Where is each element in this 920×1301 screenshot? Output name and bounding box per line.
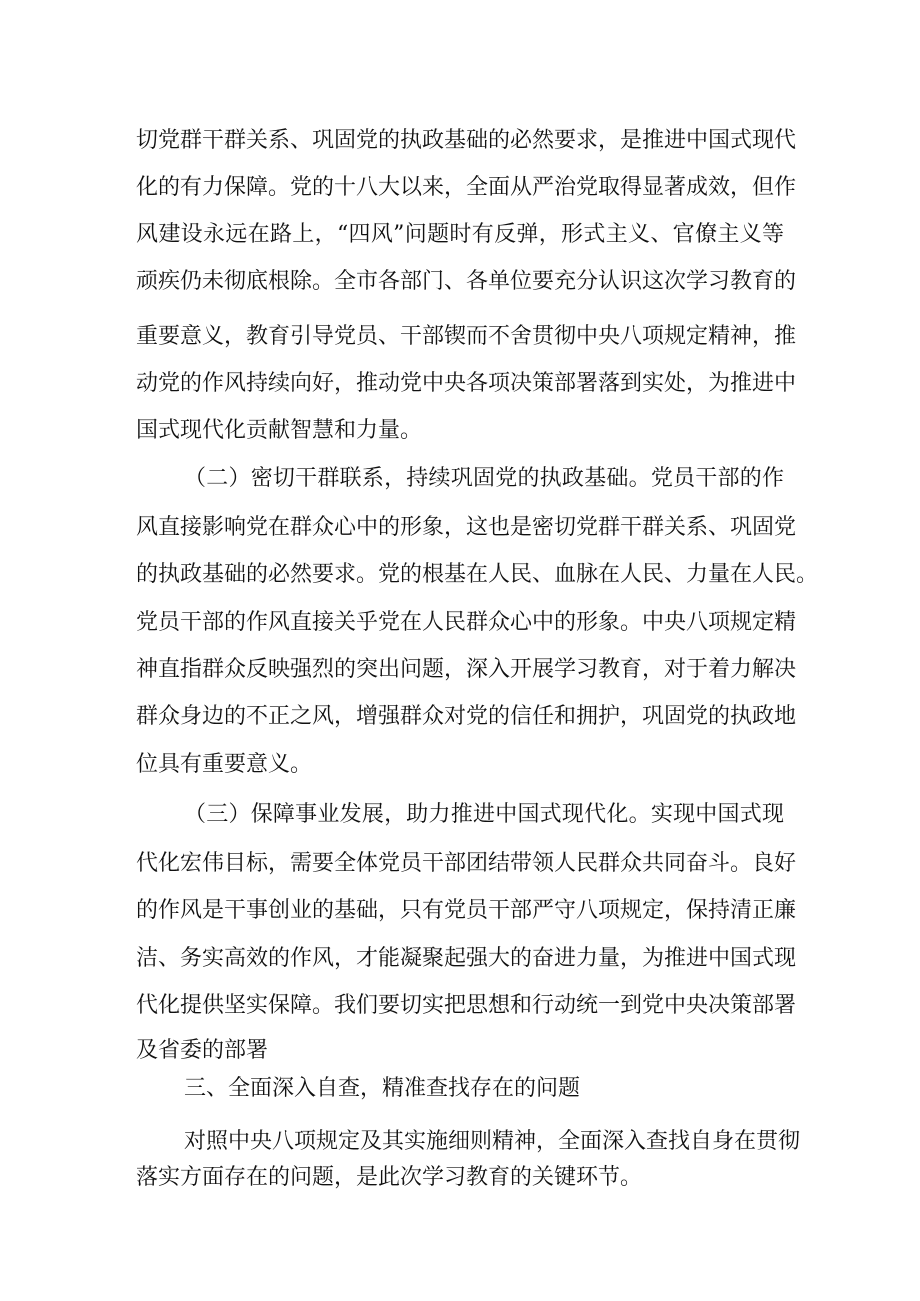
paragraph-2-line-1: （二）密切干群联系，持续巩固党的执政基础。党员干部的作 — [184, 466, 784, 491]
paragraph-3-line-1: （三）保障事业发展，助力推进中国式现代化。实现中国式现 — [184, 802, 784, 827]
paragraph-3-line-6: 及省委的部署 — [136, 1038, 269, 1063]
paragraph-2-line-7: 位具有重要意义。 — [136, 752, 313, 777]
section-heading: 三、全面深入自查，精准查找存在的问题 — [184, 1076, 581, 1101]
paragraph-4-line-2: 落实方面存在的问题，是此次学习教育的关键环节。 — [136, 1165, 643, 1190]
paragraph-1-line-3: 风建设永远在路上，“四风”问题时有反弹，形式主义、官僚主义等 — [136, 222, 784, 247]
paragraph-1-line-6: 动党的作风持续向好，推动党中央各项决策部署落到实处，为推进中 — [136, 371, 797, 396]
paragraph-3-line-2: 代化宏伟目标，需要全体党员干部团结带领人民群众共同奋斗。良好 — [136, 851, 797, 876]
paragraph-1-line-4: 顽疾仍未彻底根除。全市各部门、各单位要充分认识这次学习教育的 — [136, 269, 797, 294]
paragraph-3-line-3: 的作风是干事创业的基础，只有党员干部严守八项规定，保持清正廉 — [136, 898, 797, 923]
paragraph-2-line-6: 群众身边的不正之风，增强群众对党的信任和拥护，巩固党的执政地 — [136, 704, 797, 729]
paragraph-1-line-2: 化的有力保障。党的十八大以来，全面从严治党取得显著成效，但作 — [136, 175, 797, 200]
paragraph-2-line-4: 党员干部的作风直接关乎党在人民群众心中的形象。中央八项规定精 — [136, 610, 797, 635]
paragraph-2-line-5: 神直指群众反映强烈的突出问题，深入开展学习教育，对于着力解决 — [136, 657, 797, 682]
paragraph-2-line-2: 风直接影响党在群众心中的形象，这也是密切党群干群关系、巩固党 — [136, 515, 797, 540]
paragraph-2-line-3: 的执政基础的必然要求。党的根基在人民、血脉在人民、力量在人民。 — [136, 562, 819, 587]
paragraph-4-line-1: 对照中央八项规定及其实施细则精神，全面深入查找自身在贯彻 — [184, 1129, 801, 1154]
paragraph-1-line-7: 国式现代化贡献智慧和力量。 — [136, 418, 423, 443]
paragraph-3-line-5: 代化提供坚实保障。我们要切实把思想和行动统一到党中央决策部署 — [136, 993, 797, 1018]
paragraph-3-line-4: 洁、务实高效的作风，才能凝聚起强大的奋进力量，为推进中国式现 — [136, 946, 797, 971]
paragraph-1-line-5: 重要意义，教育引导党员、干部锲而不舍贯彻中央八项规定精神，推 — [136, 324, 797, 349]
paragraph-1-line-1: 切党群干群关系、巩固党的执政基础的必然要求，是推进中国式现代 — [136, 128, 797, 153]
